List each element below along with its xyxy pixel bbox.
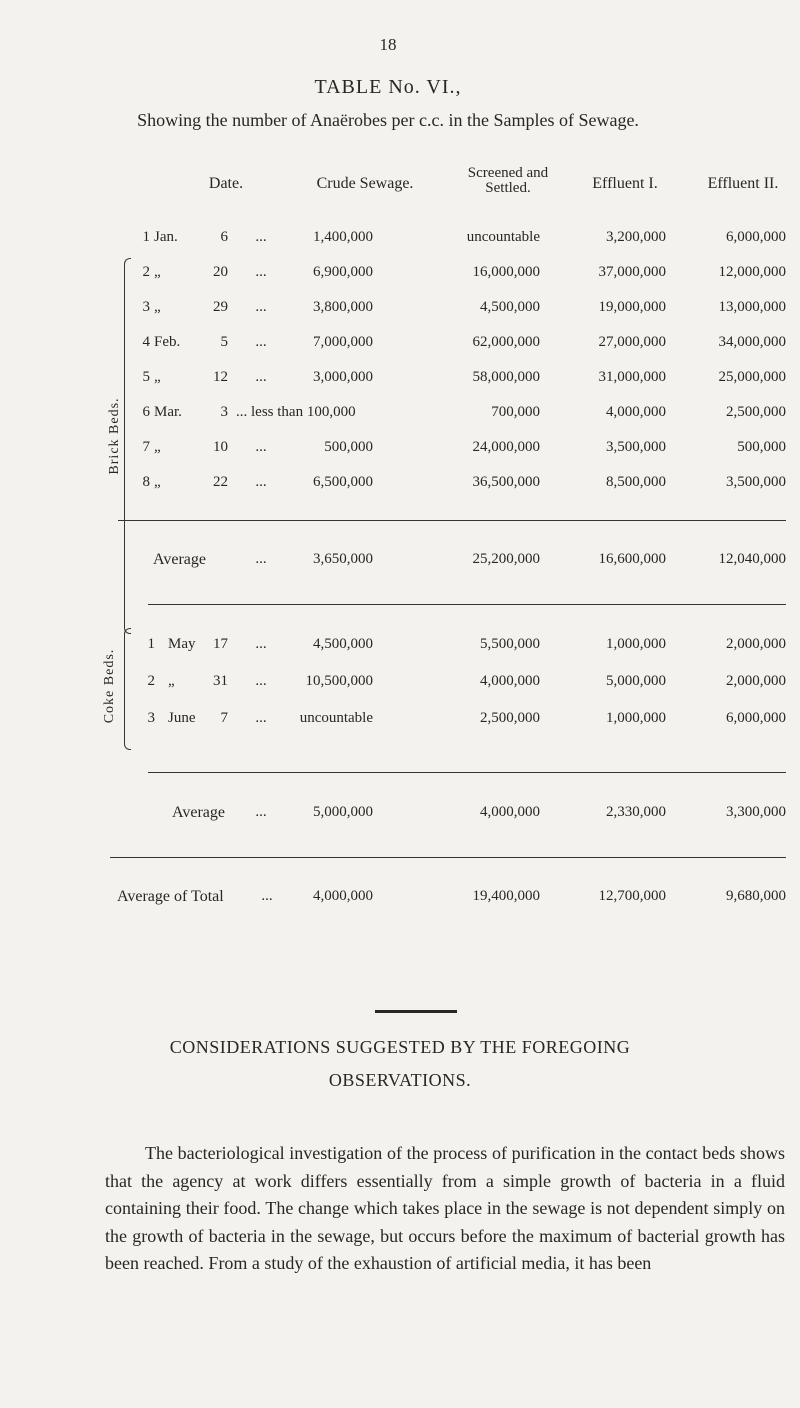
table-subtitle: Showing the number of Anaërobes per c.c. in the Samples of Sewage.: [137, 110, 639, 130]
row-crude: 7,000,000: [313, 334, 373, 350]
row-month: „: [154, 439, 161, 455]
brick-average-row: [0, 551, 800, 573]
row-effluent-1: 4,000,000: [606, 404, 666, 420]
row-effluent-1: 1,000,000: [606, 710, 666, 726]
header-date: Date.: [208, 175, 244, 192]
row-index: 1: [147, 636, 155, 652]
row-month: Feb.: [154, 334, 181, 350]
row-dots: ...: [255, 474, 267, 490]
row-screened: 62,000,000: [472, 334, 540, 350]
row-index: 3: [142, 299, 150, 315]
row-index: 3: [147, 710, 155, 726]
row-dots: ...: [255, 673, 267, 689]
divider: [148, 772, 786, 773]
table-row: [0, 636, 800, 656]
row-effluent-1: 27,000,000: [598, 334, 666, 350]
table-row: [0, 299, 800, 319]
row-index: 2: [142, 264, 150, 280]
divider: [110, 857, 786, 858]
row-month: Jan.: [154, 229, 178, 245]
divider: [148, 604, 786, 605]
row-dots: ...: [255, 369, 267, 385]
total-average-crude: 4,000,000: [313, 888, 373, 904]
table-row: [0, 369, 800, 389]
row-effluent-2: 2,000,000: [726, 673, 786, 689]
section-separator: [375, 1010, 457, 1013]
average-effluent-2: 12,040,000: [718, 551, 786, 567]
row-day: 5: [220, 334, 228, 350]
row-effluent-1: 8,500,000: [606, 474, 666, 490]
row-index: 7: [142, 439, 150, 455]
row-effluent-2: 2,500,000: [726, 404, 786, 420]
coke-beds-label: Coke Beds.: [102, 648, 117, 724]
row-index: 6: [142, 404, 150, 420]
row-screened: 58,000,000: [472, 369, 540, 385]
row-effluent-1: 1,000,000: [606, 636, 666, 652]
row-effluent-1: 5,000,000: [606, 673, 666, 689]
table-row: [0, 229, 800, 249]
total-average-screened: 19,400,000: [472, 888, 540, 904]
header-effluent-2: Effluent II.: [707, 175, 779, 192]
average-label: Average: [153, 551, 206, 568]
row-index: 1: [142, 229, 150, 245]
row-index: 4: [142, 334, 150, 350]
row-dots: ...: [255, 264, 267, 280]
row-dots: ...: [255, 334, 267, 350]
row-effluent-2: 25,000,000: [718, 369, 786, 385]
row-dots: ...: [255, 299, 267, 315]
section-heading-continued: OBSERVATIONS.: [328, 1070, 472, 1090]
row-screened: 2,500,000: [480, 710, 540, 726]
average-label: Average: [172, 804, 225, 821]
row-effluent-1: 3,500,000: [606, 439, 666, 455]
row-crude: uncountable: [299, 710, 373, 726]
row-screened: 36,500,000: [472, 474, 540, 490]
row-screened: 700,000: [491, 404, 540, 420]
header-crude-sewage: Crude Sewage.: [316, 175, 414, 192]
header-effluent-1: Effluent I.: [592, 175, 658, 192]
total-average-row: [0, 888, 800, 910]
row-month: „: [154, 299, 161, 315]
row-effluent-2: 500,000: [737, 439, 786, 455]
row-dots: ...: [255, 804, 267, 820]
row-month: „: [154, 264, 161, 280]
row-screened: 4,000,000: [480, 673, 540, 689]
row-crude: 6,900,000: [313, 264, 373, 280]
row-dots: ...: [255, 636, 267, 652]
row-index: 5: [142, 369, 150, 385]
row-effluent-1: 3,200,000: [606, 229, 666, 245]
row-screened: 24,000,000: [472, 439, 540, 455]
row-day: 31: [213, 673, 228, 689]
table-row: [0, 673, 800, 693]
row-effluent-1: 19,000,000: [598, 299, 666, 315]
table-row: [0, 404, 800, 424]
row-screened: 5,500,000: [480, 636, 540, 652]
row-effluent-2: 12,000,000: [718, 264, 786, 280]
total-average-effluent-2: 9,680,000: [726, 888, 786, 904]
row-crude: 4,500,000: [313, 636, 373, 652]
row-month: Mar.: [154, 404, 182, 420]
row-screened: 4,500,000: [480, 299, 540, 315]
coke-average-row: [0, 804, 800, 826]
table-row: [0, 439, 800, 459]
table-row: [0, 264, 800, 284]
row-effluent-2: 13,000,000: [718, 299, 786, 315]
row-index: 8: [142, 474, 150, 490]
row-day: 10: [213, 439, 228, 455]
row-dots: ...: [255, 229, 267, 245]
row-crude: 1,400,000: [313, 229, 373, 245]
average-screened: 4,000,000: [480, 804, 540, 820]
row-day: 17: [213, 636, 228, 652]
page-number: 18: [379, 35, 397, 54]
body-paragraph: The bacteriological investigation of the process of purification in the contact beds shows that the agency at work differs essentially from a simple growth of bacteria in a fluid containing their food. The change which takes place in the sewage is not dependent simply on the growth of bacteria in the sewage, but occurs before the maximum of bacterial growth has been reached. From a study of the exhaustion of artificial media, it has been: [105, 1143, 785, 1273]
row-dots: ...: [255, 439, 267, 455]
row-effluent-2: 2,000,000: [726, 636, 786, 652]
average-effluent-1: 2,330,000: [606, 804, 666, 820]
table-row: [0, 710, 800, 730]
row-day: 29: [213, 299, 228, 315]
total-average-effluent-1: 12,700,000: [598, 888, 666, 904]
average-crude: 5,000,000: [313, 804, 373, 820]
brick-beds-label: Brick Beds.: [107, 397, 122, 475]
row-effluent-2: 3,500,000: [726, 474, 786, 490]
row-effluent-1: 31,000,000: [598, 369, 666, 385]
row-day: 3: [220, 404, 228, 420]
row-index: 2: [147, 673, 155, 689]
row-day: 22: [213, 474, 228, 490]
row-crude: ... less than 100,000: [236, 404, 356, 420]
row-crude: 6,500,000: [313, 474, 373, 490]
average-screened: 25,200,000: [472, 551, 540, 567]
row-screened: 16,000,000: [472, 264, 540, 280]
row-crude: 500,000: [324, 439, 373, 455]
average-effluent-2: 3,300,000: [726, 804, 786, 820]
row-screened: uncountable: [466, 229, 540, 245]
row-effluent-1: 37,000,000: [598, 264, 666, 280]
average-effluent-1: 16,600,000: [598, 551, 666, 567]
row-effluent-2: 6,000,000: [726, 229, 786, 245]
divider: [118, 520, 786, 521]
row-crude: 10,500,000: [305, 673, 373, 689]
total-average-label: Average of Total: [117, 888, 224, 905]
row-day: 6: [220, 229, 228, 245]
table-title: TABLE No. VI.,: [314, 76, 462, 98]
row-month: „: [168, 673, 175, 689]
average-crude: 3,650,000: [313, 551, 373, 567]
header-screened-settled: Screened and Settled.: [467, 165, 549, 196]
row-dots: ...: [255, 710, 267, 726]
section-heading: CONSIDERATIONS SUGGESTED BY THE FOREGOING: [169, 1037, 631, 1057]
row-month: „: [154, 369, 161, 385]
row-effluent-2: 34,000,000: [718, 334, 786, 350]
row-crude: 3,000,000: [313, 369, 373, 385]
row-dots: ...: [255, 551, 267, 567]
row-month: „: [154, 474, 161, 490]
row-day: 20: [213, 264, 228, 280]
row-day: 12: [213, 369, 228, 385]
row-effluent-2: 6,000,000: [726, 710, 786, 726]
table-row: [0, 334, 800, 354]
table-row: [0, 474, 800, 494]
row-day: 7: [220, 710, 228, 726]
row-crude: 3,800,000: [313, 299, 373, 315]
row-month: May: [168, 636, 196, 652]
row-month: June: [168, 710, 196, 726]
row-dots: ...: [261, 888, 273, 904]
